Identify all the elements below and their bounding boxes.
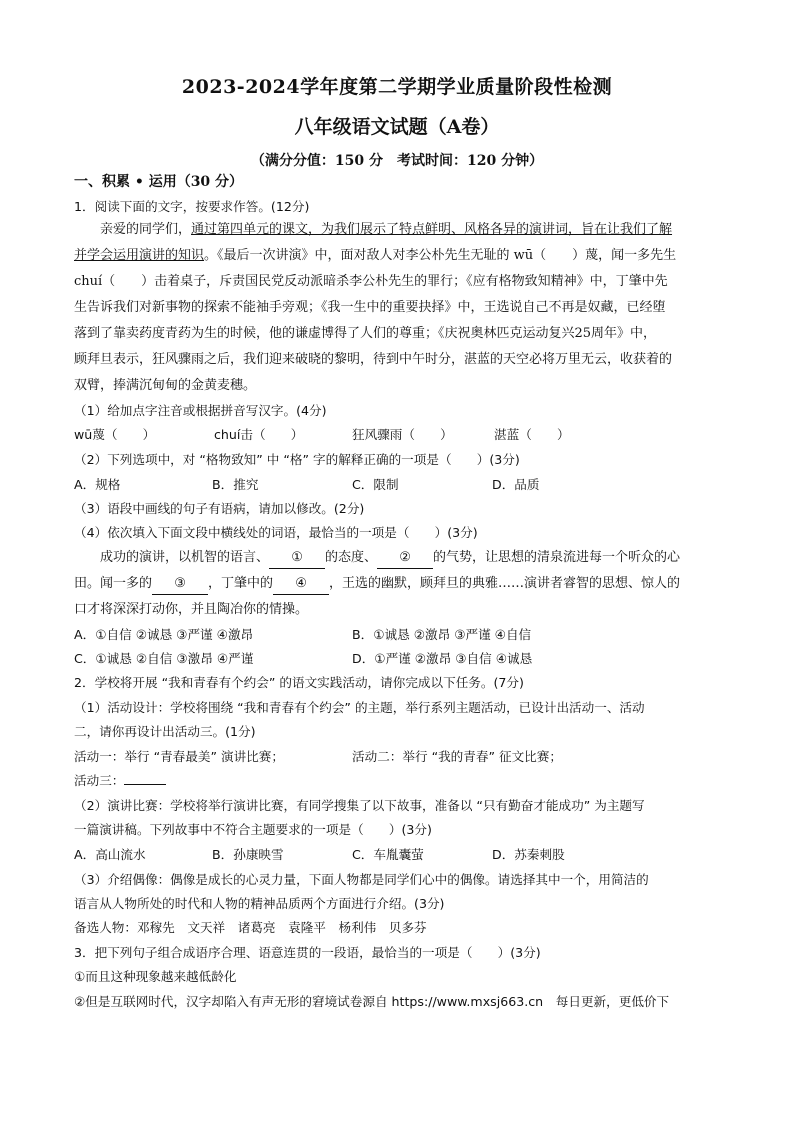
q3-stem: 3．把下列句子组合成语序合理、语意连贯的一段语，最恰当的一项是（ ）(3分) <box>74 945 541 960</box>
option-d: D．①严谨 ②激昂 ③自信 ④诚恳 <box>352 651 533 666</box>
q2-sub3: （3）介绍偶像：偶像是成长的心灵力量，下面人物都是同学们心中的偶像。请选择其中一个，用简洁的 <box>74 872 649 887</box>
option-d: D．苏秦刺股 <box>492 847 565 862</box>
q1-passage-line: 落到了靠卖药度青药为生的时候，他的谦虚博得了人们的尊重；《庆祝奥林匹克运动复兴25周年》中， <box>74 326 657 341</box>
q2-sub2-cont: 一篇演讲稿。下列故事中不符合主题要求的一项是（ ）(3分) <box>74 822 432 837</box>
q1-sub1: （1）给加点字注音或根据拼音写汉字。(4分) <box>74 403 327 418</box>
option-b: B．推究 <box>212 477 259 492</box>
answer-blank <box>124 784 166 785</box>
q1-sub4-passage-line: 田。闻一多的 ③ ，丁肇中的 ④ ，王选的幽默，顾拜旦的典雅……演讲者睿智的思想、惊人的 <box>74 574 724 595</box>
activity-3: 活动三： <box>74 771 724 791</box>
option-a: A．①自信 ②诚恳 ③严谨 ④激昂 <box>74 627 254 642</box>
option-a: A．高山流水 <box>74 847 146 862</box>
q3-sentence-2: ②但是互联网时代，汉字却陷入有声无形的窘境试卷源自 https://www.mxsj663.cn 每日更新，更低价下 <box>74 994 670 1009</box>
q1-sub4: （4）依次填入下面文段中横线处的词语，最恰当的一项是（ ）(3分) <box>74 525 478 540</box>
option-c: C．限制 <box>352 477 399 492</box>
q1-sub2: （2）下列选项中，对 “格物致知” 中 “格” 字的解释正确的一项是（ ）(3分) <box>74 452 520 467</box>
q2-sub3-cont: 语言从人物所处的时代和人物的精神品质两个方面进行介绍。(3分) <box>74 896 445 911</box>
q1-passage-line: 并学会运用演讲的知识。《最后一次讲演》中，面对敌人对李公朴先生无耻的 wū（ ）蔑，闻一多先生 <box>74 248 677 263</box>
blank-2: ② <box>377 548 433 569</box>
blank-3: ③ <box>152 574 208 595</box>
q1-sub4-passage-line: 成功的演讲，以机智的语言、 ① 的态度、 ② 的气势，让思想的清泉流进每一个听众的心 <box>74 548 750 569</box>
option-b: B．①诚恳 ②激昂 ③严谨 ④自信 <box>352 627 532 642</box>
exam-meta: （满分分值：150 分 考试时间：120 分钟） <box>250 153 544 169</box>
blank-4: ④ <box>273 574 329 595</box>
option-b: B．孙康映雪 <box>212 847 284 862</box>
q2-sub1-cont: 二，请你再设计出活动三。(1分) <box>74 724 256 739</box>
q1-passage-line: 亲爱的同学们，通过第四单元的课文，为我们展示了特点鲜明、风格各异的演讲词，旨在让我们了解 <box>100 222 673 237</box>
activity-1: 活动一：举行 “青春最美” 演讲比赛； <box>74 749 284 764</box>
section-heading: 一、积累 • 运用（30 分） <box>74 174 244 190</box>
q1-passage-line: 顾拜旦表示，狂风骤雨之后，我们迎来破晓的黎明，待到中午时分，湛蓝的天空必将万里无云，收获着的 <box>74 352 673 367</box>
blank-1: ① <box>269 548 325 569</box>
q3-sentence-1: ①而且这种现象越来越低龄化 <box>74 969 237 984</box>
q2-stem: 2．学校将开展 “我和青春有个约会” 的语文实践活动，请你完成以下任务。(7分) <box>74 675 524 690</box>
option-c: C．①诚恳 ②自信 ③激昂 ④严谨 <box>74 651 254 666</box>
item-zhou: 狂风骤雨（ ） <box>352 427 453 442</box>
item-chui: chuí击（ ） <box>214 427 304 442</box>
option-c: C．车胤囊萤 <box>352 847 424 862</box>
exam-subtitle: 八年级语文试题（A卷） <box>294 116 500 138</box>
q1-stem: 1．阅读下面的文字，按要求作答。(12分) <box>74 199 310 214</box>
activity-2: 活动二：举行 “我的青春” 征文比赛； <box>352 749 562 764</box>
underlined-sentence: 并学会运用演讲的知识 <box>74 248 205 263</box>
q1-passage-line: chuí（ ）击着桌子，斥责国民党反动派暗杀李公朴先生的罪行；《应有格物致知精神》中，丁肇中先 <box>74 274 668 289</box>
item-wu: wū蔑（ ） <box>74 427 156 442</box>
q2-sub3-candidates: 备选人物：邓稼先 文天祥 诸葛亮 袁隆平 杨利伟 贝多芬 <box>74 920 427 935</box>
q1-sub4-passage-line: 口才将深深打动你，并且陶冶你的情操。 <box>74 602 309 617</box>
exam-title: 2023-2024学年度第二学期学业质量阶段性检测 <box>181 76 613 98</box>
underlined-sentence: 通过第四单元的课文，为我们展示了特点鲜明、风格各异的演讲词，旨在让我们了解 <box>191 222 673 237</box>
option-d: D．品质 <box>492 477 540 492</box>
item-zhan: 湛蓝（ ） <box>494 427 570 442</box>
q2-sub1: （1）活动设计：学校将围绕 “我和青春有个约会” 的主题，举行系列主题活动，已设计出活动一、活动 <box>74 700 645 715</box>
q1-sub3: （3）语段中画线的句子有语病，请加以修改。(2分) <box>74 501 365 516</box>
q1-passage-line: 生告诉我们对新事物的探索不能袖手旁观；《我一生中的重要抉择》中，王选说自己不再是奴藏，已经堕 <box>74 300 666 315</box>
option-a: A．规格 <box>74 477 121 492</box>
q1-passage-line: 双臂，捧满沉甸甸的金黄麦穗。 <box>74 378 257 393</box>
q2-sub2: （2）演讲比赛：学校将举行演讲比赛，有同学搜集了以下故事，准备以 “只有勤奋才能成功” 为主题写 <box>74 798 645 813</box>
